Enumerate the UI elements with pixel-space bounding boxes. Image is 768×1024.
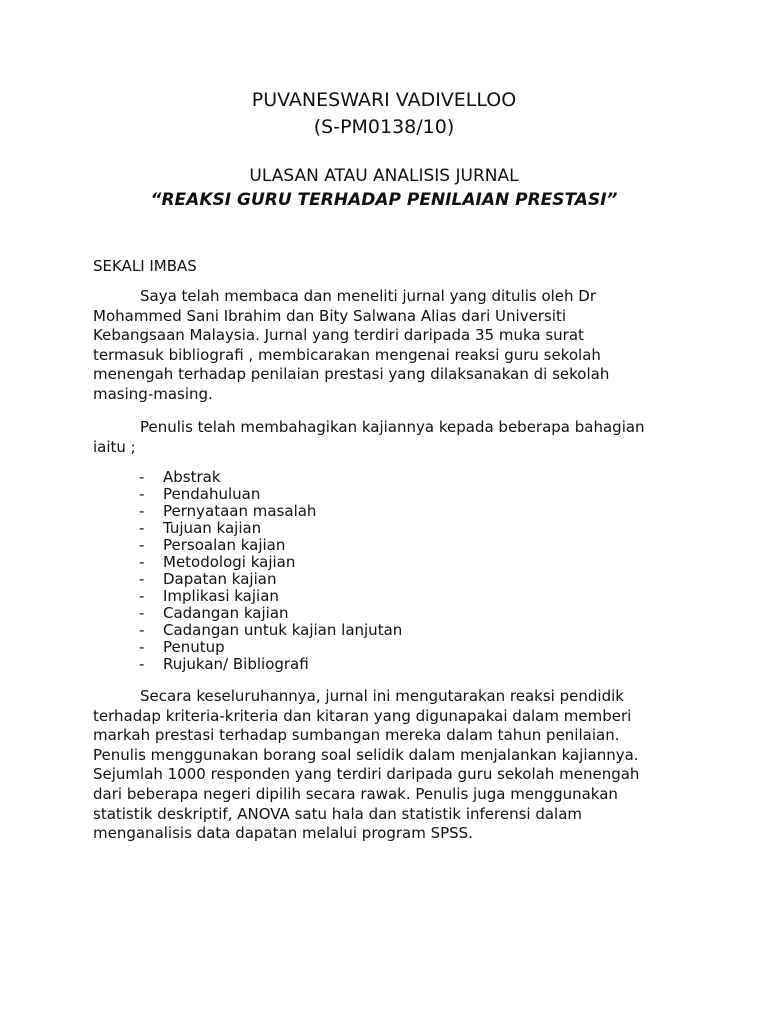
paragraph-line: Mohammed Sani Ibrahim dan Bity Salwana Alias dari Universiti: [93, 306, 566, 325]
document-title: “REAKSI GURU TERHADAP PENILAIAN PRESTASI”: [150, 190, 618, 210]
list-item-label: Penutup: [163, 638, 225, 656]
list-bullet: -: [139, 621, 145, 639]
list-item-label: Pernyataan masalah: [163, 502, 317, 520]
list-item: [139, 622, 402, 639]
paragraph-line: menganalisis data dapatan melalui program SPSS.: [93, 824, 473, 843]
list-bullet: -: [139, 468, 145, 486]
list-item-label: Persoalan kajian: [163, 536, 286, 554]
list-item-label: Tujuan kajian: [163, 519, 262, 537]
section-list: [139, 469, 402, 673]
paragraph-line: menengah terhadap penilaian prestasi yang dilaksanakan di sekolah: [93, 365, 610, 384]
list-item: [139, 571, 402, 588]
list-item: [139, 554, 402, 571]
section-heading: SEKALI IMBAS: [93, 257, 197, 275]
list-item-label: Cadangan untuk kajian lanjutan: [163, 621, 403, 639]
list-bullet: -: [139, 502, 145, 520]
list-bullet: -: [139, 519, 145, 537]
list-bullet: -: [139, 570, 145, 588]
list-item: [139, 520, 402, 537]
list-bullet: -: [139, 485, 145, 503]
paragraph-line: masing-masing.: [93, 384, 213, 403]
paragraph-summary: [93, 687, 693, 844]
list-item-label: Pendahuluan: [163, 485, 261, 503]
list-item: [139, 639, 402, 656]
paragraph-line: Kebangsaan Malaysia. Jurnal yang terdiri daripada 35 muka surat: [93, 326, 584, 345]
list-bullet: -: [139, 638, 145, 656]
paragraph-line: markah prestasi terhadap sumbangan mereka dalam tahun penilaian.: [93, 726, 620, 745]
list-bullet: -: [139, 553, 145, 571]
list-item: [139, 537, 402, 554]
paragraph-line: statistik deskriptif, ANOVA satu hala dan statistik inferensi dalam: [93, 804, 583, 823]
list-item: [139, 503, 402, 520]
author-name: PUVANESWARI VADIVELLOO: [251, 89, 517, 111]
paragraph-line: termasuk bibliografi , membicarakan mengenai reaksi guru sekolah: [93, 345, 601, 364]
list-item: [139, 605, 402, 622]
paragraph-intro: [93, 287, 693, 405]
list-item: [139, 469, 402, 486]
paragraph-line: Sejumlah 1000 responden yang terdiri daripada guru sekolah menengah: [93, 765, 640, 784]
list-item-label: Abstrak: [163, 468, 221, 486]
document-subtitle: ULASAN ATAU ANALISIS JURNAL: [249, 166, 519, 186]
paragraph-line: Penulis menggunakan borang soal selidik dalam menjalankan kajiannya.: [93, 745, 639, 764]
list-item-label: Cadangan kajian: [163, 604, 289, 622]
paragraph-line: Secara keseluruhannya, jurnal ini mengutarakan reaksi pendidik: [140, 687, 624, 705]
list-bullet: -: [139, 536, 145, 554]
list-bullet: -: [139, 655, 145, 673]
list-item: [139, 486, 402, 503]
list-item-label: Rujukan/ Bibliografi: [163, 655, 309, 673]
list-item-label: Dapatan kajian: [163, 570, 277, 588]
list-bullet: -: [139, 604, 145, 622]
paragraph-line: dari beberapa negeri dipilih secara rawak. Penulis juga menggunakan: [93, 784, 618, 803]
paragraph-line: Saya telah membaca dan meneliti jurnal yang ditulis oleh Dr: [140, 287, 597, 305]
list-item-label: Metodologi kajian: [163, 553, 296, 571]
paragraph-line: iaitu ;: [93, 437, 136, 456]
list-bullet: -: [139, 587, 145, 605]
paragraph-line: terhadap kriteria-kriteria dan kitaran yang digunapakai dalam memberi: [93, 706, 632, 725]
author-id: (S-PM0138/10): [313, 116, 455, 138]
list-item-label: Implikasi kajian: [163, 587, 279, 605]
list-item: [139, 656, 402, 673]
paragraph-sections-intro: [93, 418, 693, 457]
paragraph-line: Penulis telah membahagikan kajiannya kepada beberapa bahagian: [140, 418, 645, 436]
list-item: [139, 588, 402, 605]
